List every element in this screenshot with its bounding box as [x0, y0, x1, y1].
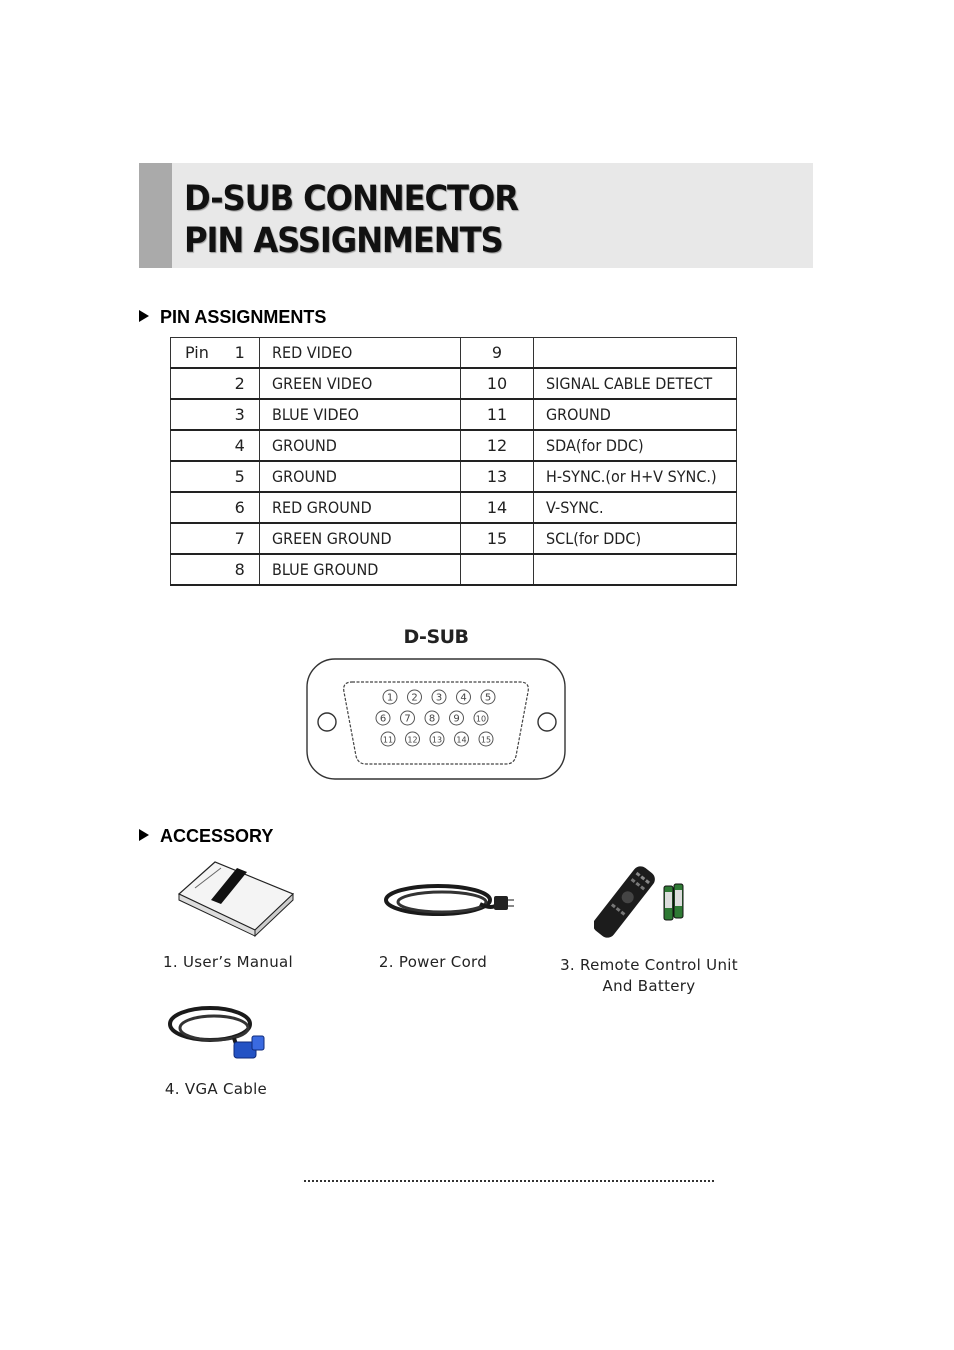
signal-name: BLUE VIDEO — [271, 405, 359, 424]
dsub-connector-svg — [296, 622, 576, 790]
accessory-caption-remote-line1: 3. Remote Control Unit — [560, 956, 738, 974]
connector-pin-number: 13 — [431, 735, 443, 745]
signal-name: GREEN VIDEO — [271, 374, 373, 393]
section-heading-label: PIN ASSIGNMENTS — [160, 307, 327, 327]
pin-number: 5 — [234, 467, 245, 486]
pin-number: 1 — [234, 343, 245, 362]
table-row — [171, 492, 737, 523]
connector-pin-number: 14 — [456, 735, 467, 745]
dsub-label: D-SUB — [403, 626, 469, 648]
connector-pin-number: 2 — [411, 692, 418, 704]
pin-number-cell — [171, 461, 260, 492]
signal-cell — [259, 554, 460, 585]
remote-control-icon — [594, 864, 690, 938]
pin-number: 3 — [234, 405, 245, 424]
signal-cell — [259, 461, 460, 492]
connector-pin-number: 4 — [460, 692, 467, 704]
connector-pin-number: 15 — [480, 735, 492, 745]
pin-number-cell — [171, 368, 260, 399]
signal-cell — [259, 523, 460, 554]
pin-number: 6 — [234, 498, 245, 517]
signal-cell — [259, 492, 460, 523]
connector-pin-number: 5 — [484, 692, 492, 704]
table-row — [171, 368, 737, 399]
signal-cell — [534, 368, 737, 399]
triangle-bullet-icon — [139, 829, 149, 841]
connector-pin-number: 8 — [428, 713, 436, 725]
connector-pin-number: 1 — [386, 692, 394, 704]
signal-name: SDA(for DDC) — [546, 436, 645, 455]
signal-name: V-SYNC. — [546, 498, 605, 517]
accessory-caption-manual: 1. User’s Manual — [163, 953, 293, 971]
pin-number: 2 — [234, 374, 245, 393]
signal-name: RED VIDEO — [271, 343, 353, 362]
connector-pin-number: 7 — [404, 713, 411, 725]
pin-header-label: Pin — [185, 343, 209, 362]
accessory-manual — [175, 858, 297, 938]
pin-number-cell: 12 — [460, 430, 534, 461]
pin-number-cell — [460, 554, 534, 585]
power-cord-icon — [380, 874, 516, 928]
pin-number-cell: 14 — [460, 492, 534, 523]
section-heading-pin-assignments — [139, 307, 326, 328]
connector-pin-number: 6 — [379, 713, 387, 725]
accessory-power-cord — [380, 874, 516, 928]
pin-number: 7 — [234, 529, 245, 548]
signal-name: GROUND — [546, 405, 612, 424]
pin-number-cell: 15 — [460, 523, 534, 554]
pin-number-cell — [171, 554, 260, 585]
table-row — [171, 523, 737, 554]
signal-cell — [534, 399, 737, 430]
pin-number: 8 — [234, 560, 245, 579]
pin-number-cell: 13 — [460, 461, 534, 492]
pin-number-cell — [171, 399, 260, 430]
pin-assignment-table — [170, 337, 737, 586]
section-heading-accessory — [139, 826, 273, 847]
signal-cell — [534, 338, 737, 369]
pin-number-cell — [171, 492, 260, 523]
mount-hole-left — [318, 713, 336, 731]
signal-cell — [259, 430, 460, 461]
connector-pin-number: 12 — [407, 735, 418, 745]
signal-cell — [534, 461, 737, 492]
signal-cell — [534, 554, 737, 585]
accessory-caption-vga-cable: 4. VGA Cable — [164, 1080, 268, 1098]
pin-number-cell — [171, 523, 260, 554]
connector-pin-number: 9 — [453, 713, 460, 725]
table-row — [171, 554, 737, 585]
title-accent-bar — [139, 163, 172, 268]
signal-name: GROUND — [271, 436, 337, 455]
signal-cell — [259, 368, 460, 399]
pin-number-cell: 11 — [460, 399, 534, 430]
pin-number-cell — [171, 430, 260, 461]
signal-cell — [534, 430, 737, 461]
connector-pin-number: 10 — [475, 714, 487, 724]
signal-name: SIGNAL CABLE DETECT — [546, 374, 713, 393]
table-row — [171, 461, 737, 492]
triangle-bullet-icon — [139, 310, 149, 322]
table-row — [171, 338, 737, 369]
signal-cell — [534, 523, 737, 554]
table-row — [171, 430, 737, 461]
signal-name: RED GROUND — [271, 498, 372, 517]
signal-name: H-SYNC.(or H+V SYNC.) — [546, 467, 718, 486]
page-title-line2: PIN ASSIGNMENTS — [184, 221, 503, 261]
connector-pin-number: 11 — [382, 735, 394, 745]
footer-dotted-rule — [304, 1180, 714, 1182]
accessory-remote — [594, 864, 690, 938]
dsub-connector-diagram — [296, 622, 576, 790]
pin-number-cell: 9 — [460, 338, 534, 369]
signal-name: SCL(for DDC) — [546, 529, 642, 548]
signal-cell — [259, 338, 460, 369]
pin-number: 4 — [234, 436, 245, 455]
signal-name: GREEN GROUND — [271, 529, 392, 548]
pin-number-cell: 10 — [460, 368, 534, 399]
table-row — [171, 399, 737, 430]
accessory-caption-remote — [554, 955, 744, 997]
accessory-caption-power-cord: 2. Power Cord — [378, 953, 488, 971]
accessory-caption-remote-line2: And Battery — [602, 977, 696, 995]
page-title-line1: D-SUB CONNECTOR — [184, 179, 518, 219]
mount-hole-right — [538, 713, 556, 731]
title-banner — [139, 163, 813, 268]
signal-cell — [259, 399, 460, 430]
signal-name: BLUE GROUND — [271, 560, 379, 579]
vga-cable-icon — [164, 998, 272, 1068]
accessory-vga-cable — [164, 998, 272, 1068]
connector-pin-number: 3 — [435, 692, 443, 704]
manual-icon — [175, 858, 297, 938]
pin-number-cell — [171, 338, 260, 369]
section-heading-label: ACCESSORY — [160, 826, 274, 846]
signal-name: GROUND — [271, 467, 337, 486]
signal-cell — [534, 492, 737, 523]
